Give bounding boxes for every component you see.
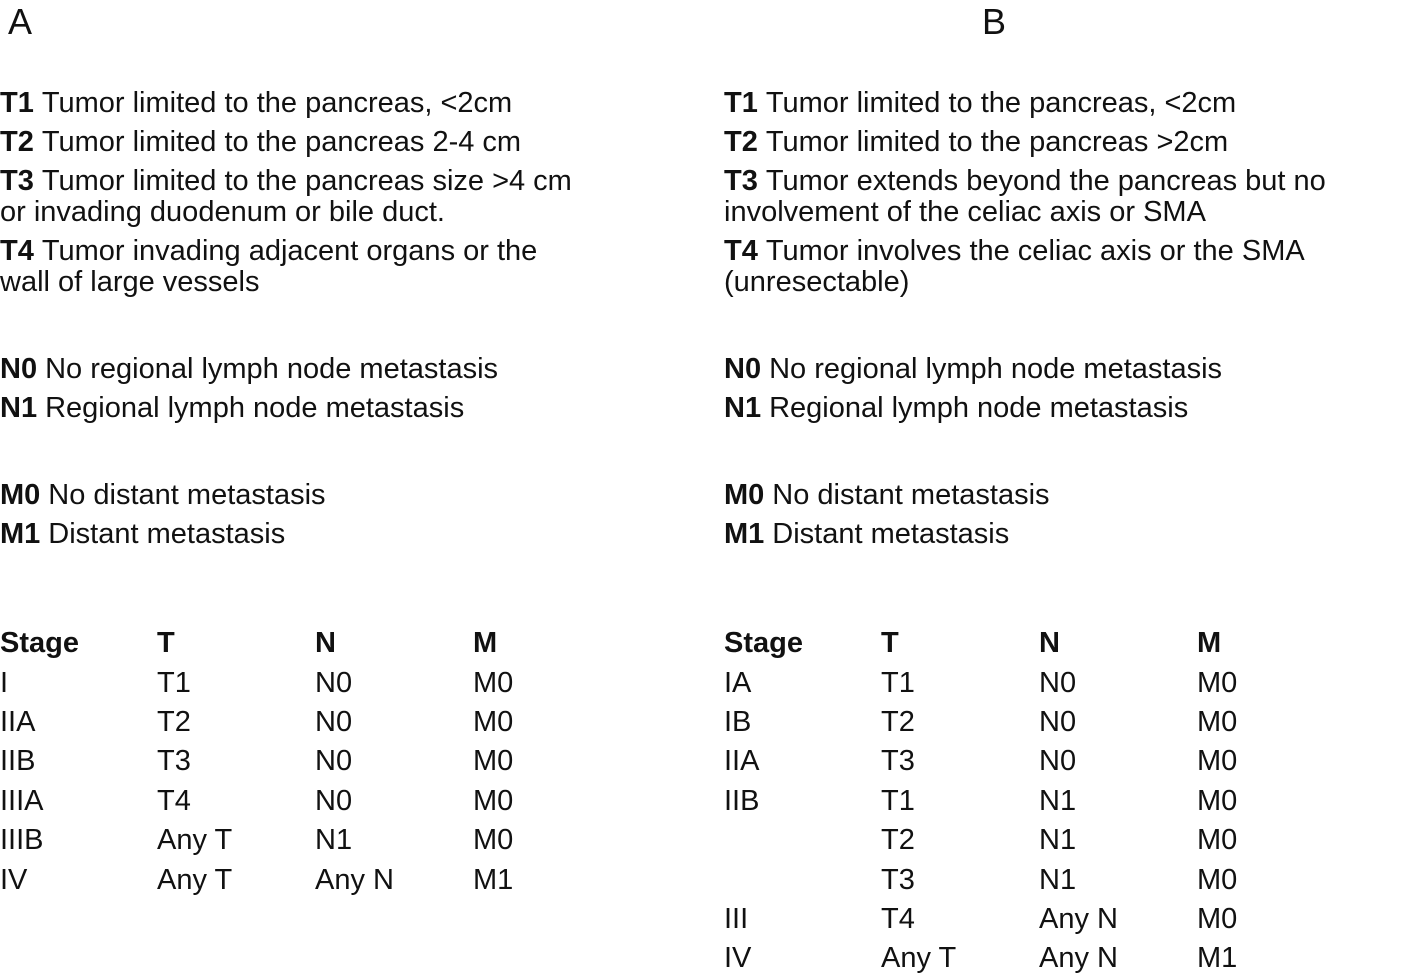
definition-text-continued: wall of large vessels <box>0 266 260 298</box>
table-cell: IIA <box>724 745 760 778</box>
table-cell: IIB <box>724 784 760 817</box>
n-definition <box>724 354 1409 385</box>
table-cell: M0 <box>473 745 514 778</box>
staging-panel-a <box>0 0 700 980</box>
table-cell: Any T <box>157 824 233 857</box>
table-row <box>724 900 1297 939</box>
table-cell: T1 <box>881 666 915 699</box>
definition-code: M1 <box>0 518 41 550</box>
t-definition <box>0 166 700 228</box>
table-row <box>724 821 1297 860</box>
t-definition <box>0 236 700 298</box>
table-row <box>0 742 573 781</box>
table-cell: T4 <box>157 784 191 817</box>
table-cell: T1 <box>881 784 915 817</box>
definition-code: M1 <box>724 518 765 550</box>
table-cell: N0 <box>1039 705 1077 738</box>
definition-code: T2 <box>0 126 34 158</box>
column-header: T <box>157 627 175 660</box>
table-cell <box>724 821 881 860</box>
table-cell: T2 <box>157 705 191 738</box>
table-header-row <box>0 624 573 663</box>
t-definition <box>724 88 1409 119</box>
table-row <box>0 860 573 899</box>
definition-text: No distant metastasis <box>772 479 1050 511</box>
table-cell: T2 <box>881 705 915 738</box>
table-cell: Any T <box>157 863 233 896</box>
table-cell: N1 <box>1039 784 1077 817</box>
definition-code: T4 <box>0 235 34 267</box>
table-cell: IV <box>724 942 752 975</box>
definition-text: Tumor limited to the pancreas size >4 cm <box>41 165 572 197</box>
definition-code: N1 <box>724 392 762 424</box>
definition-text-continued: (unresectable) <box>724 266 910 298</box>
table-cell: M0 <box>1197 902 1238 935</box>
table-cell: IIIA <box>0 784 44 817</box>
table-cell: N0 <box>315 784 353 817</box>
table-row <box>724 663 1297 702</box>
table-cell: M0 <box>1197 863 1238 896</box>
table-row <box>724 782 1297 821</box>
table-cell: T3 <box>881 863 915 896</box>
table-cell: IB <box>724 705 752 738</box>
table-cell: N0 <box>1039 745 1077 778</box>
panel-label: A <box>8 1 33 42</box>
t-definition <box>0 127 700 158</box>
m-definition <box>0 480 700 511</box>
table-cell: N1 <box>1039 824 1077 857</box>
definition-code: T3 <box>0 165 34 197</box>
definition-text: Distant metastasis <box>772 518 1010 550</box>
table-cell: T3 <box>881 745 915 778</box>
table-cell: N0 <box>315 745 353 778</box>
table-cell <box>724 860 881 899</box>
table-cell: M0 <box>1197 784 1238 817</box>
definition-text: Tumor limited to the pancreas, <2cm <box>765 87 1237 119</box>
table-cell: M0 <box>473 666 514 699</box>
definition-text: Regional lymph node metastasis <box>45 392 465 424</box>
definition-code: N0 <box>724 353 762 385</box>
column-header: N <box>1039 627 1060 660</box>
table-cell: T3 <box>157 745 191 778</box>
definition-code: T2 <box>724 126 758 158</box>
table-row <box>724 860 1297 899</box>
table-cell: I <box>0 666 9 699</box>
table-cell: N1 <box>315 824 353 857</box>
definition-text: Regional lymph node metastasis <box>769 392 1189 424</box>
t-definition <box>0 88 700 119</box>
definition-code: T1 <box>0 87 34 119</box>
spacer <box>0 432 700 480</box>
column-header: Stage <box>724 627 803 660</box>
table-cell: Any N <box>315 863 394 896</box>
table-cell: IIIB <box>0 824 44 857</box>
table-row <box>0 782 573 821</box>
table-cell: M0 <box>473 705 514 738</box>
table-row <box>0 821 573 860</box>
table-cell: T4 <box>881 902 915 935</box>
staging-table <box>724 624 1297 979</box>
table-cell: M0 <box>1197 824 1238 857</box>
definition-code: N0 <box>0 353 38 385</box>
table-cell: M1 <box>473 863 514 896</box>
t-definition <box>724 166 1409 228</box>
table-row <box>0 663 573 702</box>
definition-text: Tumor involves the celiac axis or the SMA <box>765 235 1305 267</box>
column-header: Stage <box>0 627 79 660</box>
definition-code: T1 <box>724 87 758 119</box>
column-header: M <box>1197 627 1222 660</box>
table-cell: IA <box>724 666 752 699</box>
t-definition <box>724 236 1409 298</box>
table-cell: N0 <box>315 666 353 699</box>
table-header-row <box>724 624 1297 663</box>
m-definition <box>724 519 1409 550</box>
definition-text: Distant metastasis <box>48 518 286 550</box>
definition-text-continued: or invading duodenum or bile duct. <box>0 196 445 228</box>
definition-text: No regional lymph node metastasis <box>45 353 499 385</box>
definition-text: Tumor invading adjacent organs or the <box>41 235 538 267</box>
table-row <box>724 939 1297 978</box>
definition-text: No regional lymph node metastasis <box>769 353 1223 385</box>
table-cell: N1 <box>1039 863 1077 896</box>
n-definition <box>724 393 1409 424</box>
m-definition <box>0 519 700 550</box>
table-cell: Any T <box>881 942 957 975</box>
column-header: M <box>473 627 498 660</box>
definition-code: N1 <box>0 392 38 424</box>
table-cell: IIB <box>0 745 36 778</box>
table-cell: M1 <box>1197 942 1238 975</box>
table-cell: M0 <box>1197 705 1238 738</box>
definition-text: Tumor extends beyond the pancreas but no <box>765 165 1326 197</box>
m-definition <box>724 480 1409 511</box>
table-cell: M0 <box>1197 745 1238 778</box>
table-cell: IV <box>0 863 28 896</box>
definition-text-continued: involvement of the celiac axis or SMA <box>724 196 1206 228</box>
table-cell: T2 <box>881 824 915 857</box>
n-definition <box>0 393 700 424</box>
table-cell: N0 <box>1039 666 1077 699</box>
tnm-definitions <box>724 88 1409 558</box>
spacer <box>724 306 1409 354</box>
definition-text: Tumor limited to the pancreas >2cm <box>765 126 1229 158</box>
t-definition <box>724 127 1409 158</box>
table-cell: IIA <box>0 705 36 738</box>
spacer <box>0 306 700 354</box>
table-cell: N0 <box>315 705 353 738</box>
table-cell: Any N <box>1039 902 1118 935</box>
spacer <box>724 432 1409 480</box>
definition-code: T3 <box>724 165 758 197</box>
definition-text: Tumor limited to the pancreas, <2cm <box>41 87 513 119</box>
definition-code: M0 <box>0 479 41 511</box>
table-cell: M0 <box>473 824 514 857</box>
table-row <box>0 703 573 742</box>
table-cell: T1 <box>157 666 191 699</box>
definition-text: No distant metastasis <box>48 479 326 511</box>
table-cell: Any N <box>1039 942 1118 975</box>
column-header: T <box>881 627 899 660</box>
table-cell: III <box>724 902 749 935</box>
definition-text: Tumor limited to the pancreas 2-4 cm <box>41 126 522 158</box>
staging-panel-b <box>724 0 1409 980</box>
definition-code: T4 <box>724 235 758 267</box>
column-header: N <box>315 627 336 660</box>
definition-code: M0 <box>724 479 765 511</box>
table-cell: M0 <box>1197 666 1238 699</box>
n-definition <box>0 354 700 385</box>
staging-table <box>0 624 573 900</box>
table-row <box>724 703 1297 742</box>
table-cell: M0 <box>473 784 514 817</box>
table-row <box>724 742 1297 781</box>
tnm-definitions <box>0 88 700 558</box>
panel-label: B <box>982 1 1007 42</box>
